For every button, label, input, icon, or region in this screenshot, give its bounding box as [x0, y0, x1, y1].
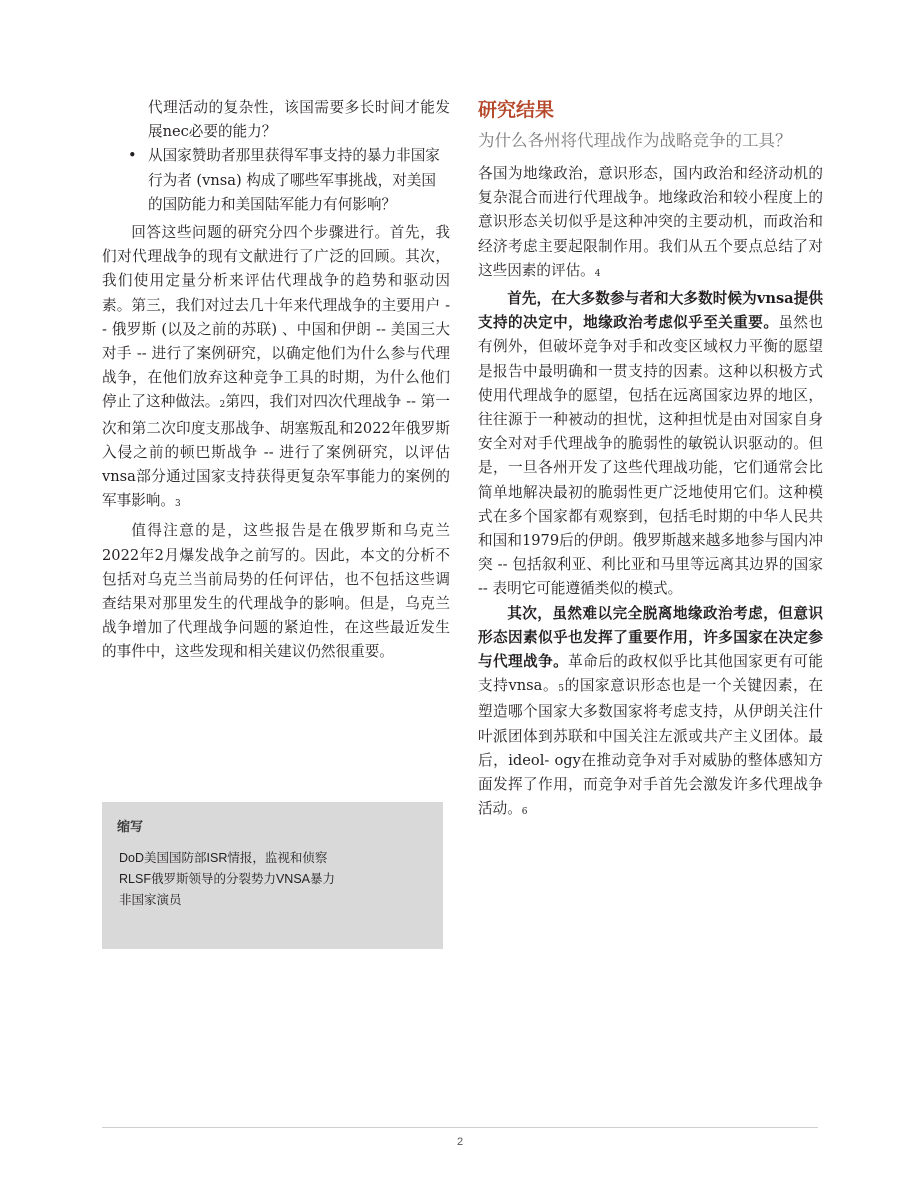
footer-divider [102, 1127, 818, 1128]
footnote-ref-6[interactable]: 6 [521, 807, 528, 818]
second-finding-paragraph: 其次，虽然难以完全脱离地缘政治考虑，但意识形态因素似乎也发挥了重要作用，许多国家在决定参与代理战争。革命后的政权似乎比其他国家更有可能支持vnsa。5的国家意识形态也是一个关键因素，在塑造哪个国家大多数国家将考虑支持，从伊朗关注什叶派团体到苏联和中国关注左派或共产主义团体。最后，ideol- ogy在推动竞争对手对威胁的整体感知方面发挥了作用，而竞争对手首先会激发许多代理战争活动。6 [478, 604, 823, 818]
bullet-list [102, 144, 450, 217]
method-paragraph: 回答这些问题的研究分四个步骤进行。首先，我们对代理战争的现有文献进行了广泛的回顾。其次，我们使用定量分析来评估代理战争的趋势和驱动因素。第三，我们对过去几十年来代理战争的主要用户 -- 俄罗斯 (以及之前的苏联) 、中国和伊朗 -- 美国三大对手 -- 进行了案例研究，以确定他们为什么参与代理战争，在他们放弃这种竞争工具的时期，为什么他们停止了这种做法。2第四，我们对四次代理战争 -- 第一次和第二次印度支那战争、胡塞叛乱和2022年俄罗斯入侵之前的顿巴斯战争 -- 进行了案例研究，以评估vnsa部分通过国家支持获得更复杂军事能力的案例的军事影响。3 [102, 224, 450, 510]
footnote-ref-2[interactable]: 2 [219, 400, 226, 411]
right-column [478, 96, 823, 823]
findings-intro-paragraph: 各国为地缘政治，意识形态，国内政治和经济动机的复杂混合而进行代理战争。地缘政治和较小程度上的意识形态关切似乎是这种冲突的主要动机，而政治和经济考虑主要起限制作用。我们从五个要点总结了对这些因素的评估。4 [478, 165, 823, 279]
abbreviation-item: RLSF俄罗斯领导的分裂势力VNSA暴力 [119, 872, 335, 886]
abbreviation-item: 非国家演员 [119, 893, 182, 907]
footnote-ref-5[interactable]: 5 [558, 684, 564, 695]
second-finding-lead: 其次，虽然难以完全脱离地缘政治考虑，但意识形态因素似乎也发挥了重要作用，许多国家在决定参与代理战争。 [478, 604, 823, 671]
page-number: 2 [456, 1136, 464, 1148]
abbreviations-title: 缩写 [117, 819, 144, 834]
section-subheading: 为什么各州将代理战作为战略竞争的工具？ [478, 131, 792, 150]
first-finding-paragraph: 首先，在大多数参与者和大多数时候为vnsa提供支持的决定中，地缘政治考虑似乎至关重要。虽然也有例外，但破坏竞争对手和改变区域权力平衡的愿望是报告中最明确和一贯支持的因素。这种以积极方式使用代理战争的愿望，包括在远离国家边界的地区，往往源于一种被动的担忧，这种担忧是由对国家自身安全对对手代理战争的脆弱性的敏锐认识驱动的。但是，一旦各州开发了这些代理战功能，它们通常会比简单地解决最初的脆弱性更广泛地使用它们。这种模式在多个国家都有观察到，包括毛时期的中华人民共和国和1979后的伊朗。俄罗斯越来越多地参与国内冲突 -- 包括叙利亚、利比亚和马里等远离其边界的国家 -- 表明它可能遵循类似的模式。 [478, 290, 823, 598]
note-paragraph: 值得注意的是，这些报告是在俄罗斯和乌克兰2022年2月爆发战争之前写的。因此，本文的分析不包括对乌克兰当前局势的任何评估，也不包括这些调查结果对那里发生的代理战争的影响。但是，乌克兰战争增加了代理战争问题的紧迫性，在这些最近发生的事件中，这些发现和相关建议仍然很重要。 [102, 522, 450, 661]
abbreviation-item: DoD美国国防部ISR情报，监视和侦察 [119, 851, 328, 865]
footnote-ref-3[interactable]: 3 [174, 499, 181, 510]
left-column [102, 96, 450, 665]
abbreviations-box [102, 802, 443, 949]
bullet-continuation: 代理活动的复杂性，该国需要多长时间才能发展nec必要的能力？ [148, 99, 450, 141]
bullet-item: • 从国家赞助者那里获得军事支持的暴力非国家行为者 (vnsa) 构成了哪些军事挑战，对美国的国防能力和美国陆军能力有何影响？ [102, 144, 450, 217]
first-finding-lead: 首先，在大多数参与者和大多数时候为vnsa提供支持的决定中，地缘政治考虑似乎至关重要。 [478, 290, 823, 332]
abbreviations-list [119, 848, 335, 911]
footnote-ref-4[interactable]: 4 [594, 268, 601, 279]
section-heading: 研究结果 [478, 99, 555, 121]
bullet-icon: • [128, 147, 137, 165]
